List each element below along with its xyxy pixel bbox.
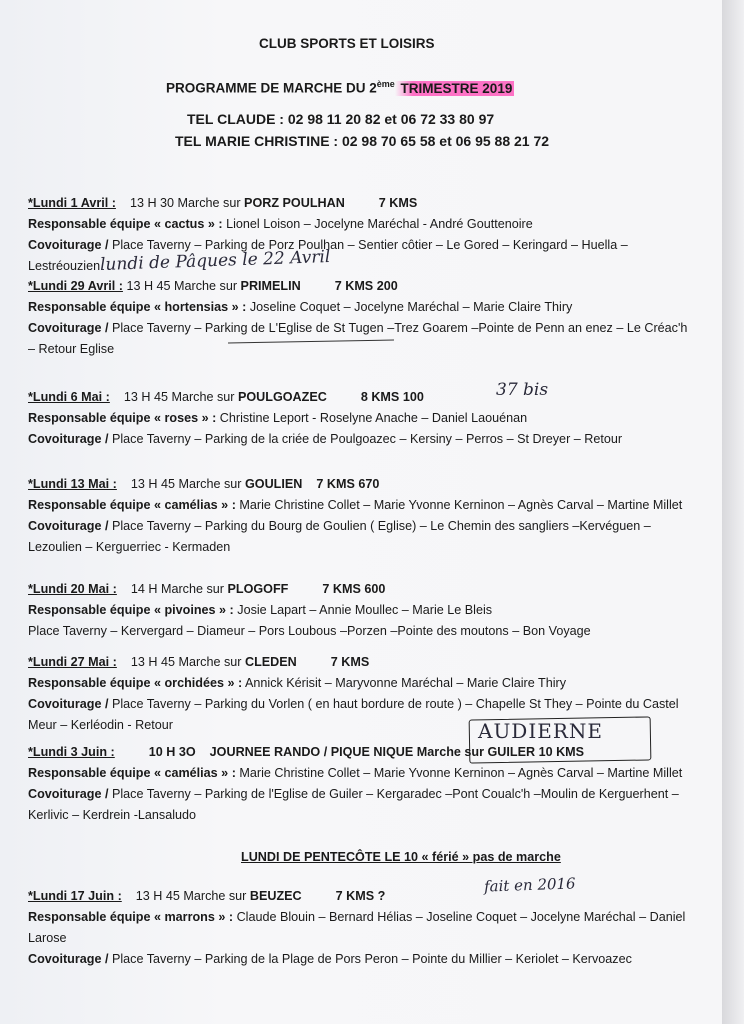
entry-resp: Lionel Loison – Jocelyne Maréchal - André Gouttenoire bbox=[226, 217, 533, 231]
entry-place: POULGOAZEC bbox=[237, 390, 327, 404]
entry-resp-label: Responsable équipe « hortensias » : bbox=[28, 300, 247, 314]
subtitle-sup: ème bbox=[376, 79, 395, 89]
entry-time: 13 H 45 bbox=[130, 655, 175, 669]
entry-time: 10 H 3O bbox=[148, 745, 196, 759]
entry-time: 13 H 45 bbox=[123, 390, 168, 404]
entry-resp-label: Responsable équipe « roses » : bbox=[28, 411, 217, 425]
entry-time: 14 H bbox=[130, 582, 158, 596]
entry-covoit: Place Taverny – Parking du Bourg de Goulien ( Eglise) – Le Chemin des sangliers –Kervéguen – Lezoulien – Kerguerriec - Kermaden bbox=[28, 519, 651, 554]
entry-time: 13 H 45 bbox=[130, 477, 175, 491]
page-edge-shadow bbox=[722, 0, 744, 1024]
entry-covoit: Place Taverny – Parking de la criée de Poulgoazec – Kersiny – Perros – St Dreyer – Retour bbox=[111, 432, 623, 446]
entry-resp: Claude Blouin – Bernard Hélias – Joseline Coquet – Jocelyne Maréchal – Daniel Larose bbox=[28, 910, 686, 945]
tel-marie-christine: TEL MARIE CHRISTINE : 02 98 70 65 58 et 06 95 88 21 72 bbox=[175, 133, 550, 149]
entry-place: PRIMELIN bbox=[240, 279, 301, 293]
entry-kms: 7 KMS bbox=[378, 196, 418, 210]
subtitle-highlight bbox=[395, 81, 515, 96]
entry-covoit: Place Taverny – Parking du Vorlen ( en haut bordure de route ) – Chapelle St They – Pointe du Castel Meur – Kerléodin - Retour bbox=[28, 697, 679, 732]
entry-marche: Marche sur bbox=[183, 889, 247, 903]
handwritten-audierne: AUDIERNE bbox=[478, 719, 603, 743]
entry-covoit-label: Covoiturage / bbox=[28, 238, 109, 252]
entry-marche: Marche sur bbox=[174, 279, 238, 293]
entry-date: *Lundi 1 Avril : bbox=[28, 196, 116, 210]
entry-kms: 10 KMS bbox=[538, 745, 585, 759]
entry-date: *Lundi 17 Juin : bbox=[28, 889, 122, 903]
entry-covoit-label: Covoiturage / bbox=[28, 952, 109, 966]
entry-covoit-label: Covoiturage / bbox=[28, 787, 109, 801]
entry-covoit: Place Taverny – Parking de l'Eglise de Guiler – Kergaradec –Pont Coualc'h –Moulin de Kerguerhent –Kerlivic – Kerdrein -Lansaludo bbox=[28, 787, 679, 822]
entry-resp: Marie Christine Collet – Marie Yvonne Kerninon – Agnès Carval – Martine Millet bbox=[239, 498, 683, 512]
entry-date: *Lundi 13 Mai : bbox=[28, 477, 117, 491]
pentecote-notice: LUNDI DE PENTECÔTE LE 10 « férié » pas de marche bbox=[241, 850, 561, 864]
entry-covoit: Place Taverny – Parking de la Plage de Pors Peron – Pointe du Millier – Keriolet – Kervoazec bbox=[111, 952, 632, 966]
entry-kms: 7 KMS 670 bbox=[316, 477, 380, 491]
entry-kms: 7 KMS bbox=[330, 655, 370, 669]
entry-resp-label: Responsable équipe « marrons » : bbox=[28, 910, 234, 924]
entry-kms: 8 KMS 100 bbox=[360, 390, 424, 404]
walk-entry bbox=[28, 474, 688, 558]
entry-kms: 7 KMS ? bbox=[335, 889, 386, 903]
entry-resp-label: Responsable équipe « cactus » : bbox=[28, 217, 223, 231]
entry-date: *Lundi 29 Avril : bbox=[28, 279, 123, 293]
entry-marche: Marche sur bbox=[178, 477, 242, 491]
entry-resp: Joseline Coquet – Jocelyne Maréchal – Marie Claire Thiry bbox=[249, 300, 573, 314]
entry-resp-label: Responsable équipe « pivoines » : bbox=[28, 603, 234, 617]
walk-entry bbox=[28, 276, 688, 360]
entry-covoit: Place Taverny – Kervergard – Diameur – Pors Loubous –Porzen –Pointe des moutons – Bon Voyage bbox=[28, 624, 591, 638]
entry-marche: Marche sur bbox=[171, 390, 235, 404]
handwritten-bis: 37 bis bbox=[496, 380, 549, 400]
walk-entry bbox=[28, 742, 688, 826]
walk-entry bbox=[28, 886, 688, 970]
subtitle-after: TRIMESTRE 2019 bbox=[400, 80, 513, 96]
document-subtitle bbox=[166, 79, 514, 96]
entry-date: *Lundi 20 Mai : bbox=[28, 582, 117, 596]
entry-place: GUILER bbox=[487, 745, 536, 759]
walk-entry bbox=[28, 387, 688, 450]
entry-kms: 7 KMS 200 bbox=[334, 279, 398, 293]
entry-resp: Josie Lapart – Annie Moullec – Marie Le Bleis bbox=[237, 603, 493, 617]
entry-place: PLOGOFF bbox=[227, 582, 289, 596]
entry-time: 13 H 30 bbox=[129, 196, 175, 210]
entry-time: 13 H 45 bbox=[135, 889, 180, 903]
entry-covoit-label: Covoiturage / bbox=[28, 432, 109, 446]
entry-resp: Annick Kérisit – Maryvonne Maréchal – Marie Claire Thiry bbox=[244, 676, 567, 690]
entry-resp: Christine Leport - Roselyne Anache – Daniel Laouénan bbox=[219, 411, 528, 425]
entry-covoit-label: Covoiturage / bbox=[28, 697, 109, 711]
tel-claude: TEL CLAUDE : 02 98 11 20 82 et 06 72 33 80 97 bbox=[187, 111, 495, 127]
entry-marche: JOURNEE RANDO / PIQUE NIQUE Marche sur bbox=[209, 745, 484, 759]
walk-entry bbox=[28, 579, 688, 642]
entry-place: BEUZEC bbox=[249, 889, 302, 903]
entry-date: *Lundi 3 Juin : bbox=[28, 745, 115, 759]
entry-resp: Marie Christine Collet – Marie Yvonne Kerninon – Agnès Carval – Martine Millet bbox=[239, 766, 683, 780]
document-title: CLUB SPORTS ET LOISIRS bbox=[259, 36, 435, 51]
handwritten-paques: lundi de Pâques le 22 Avril bbox=[99, 246, 331, 276]
entry-resp-label: Responsable équipe « camélias » : bbox=[28, 766, 236, 780]
entry-covoit-label: Covoiturage / bbox=[28, 519, 109, 533]
entry-date: *Lundi 6 Mai : bbox=[28, 390, 110, 404]
entry-place: GOULIEN bbox=[244, 477, 303, 491]
entry-marche: Marche sur bbox=[160, 582, 224, 596]
handwritten-fait: fait en 2016 bbox=[483, 874, 576, 896]
entry-place: PORZ POULHAN bbox=[244, 196, 345, 210]
entry-covoit-label: Covoiturage / bbox=[28, 321, 109, 335]
entry-resp-label: Responsable équipe « camélias » : bbox=[28, 498, 236, 512]
entry-resp-label: Responsable équipe « orchidées » : bbox=[28, 676, 243, 690]
entry-covoit: Place Taverny – Parking de Porz Poulhan – Sentier côtier – Le Gored – Keringard – Huella – Lestréouzien bbox=[28, 238, 628, 273]
entry-kms: 7 KMS 600 bbox=[322, 582, 386, 596]
entry-date: *Lundi 27 Mai : bbox=[28, 655, 117, 669]
entry-place: CLEDEN bbox=[244, 655, 297, 669]
entry-marche: Marche sur bbox=[178, 655, 242, 669]
entry-marche: Marche sur bbox=[177, 196, 241, 210]
entry-time: 13 H 45 bbox=[126, 279, 171, 293]
entry-covoit: Place Taverny – Parking de L'Eglise de St Tugen –Trez Goarem –Pointe de Penn an enez – Le Créac'h – Retour Eglise bbox=[28, 321, 688, 356]
subtitle-before: PROGRAMME DE MARCHE DU 2 bbox=[166, 80, 377, 96]
